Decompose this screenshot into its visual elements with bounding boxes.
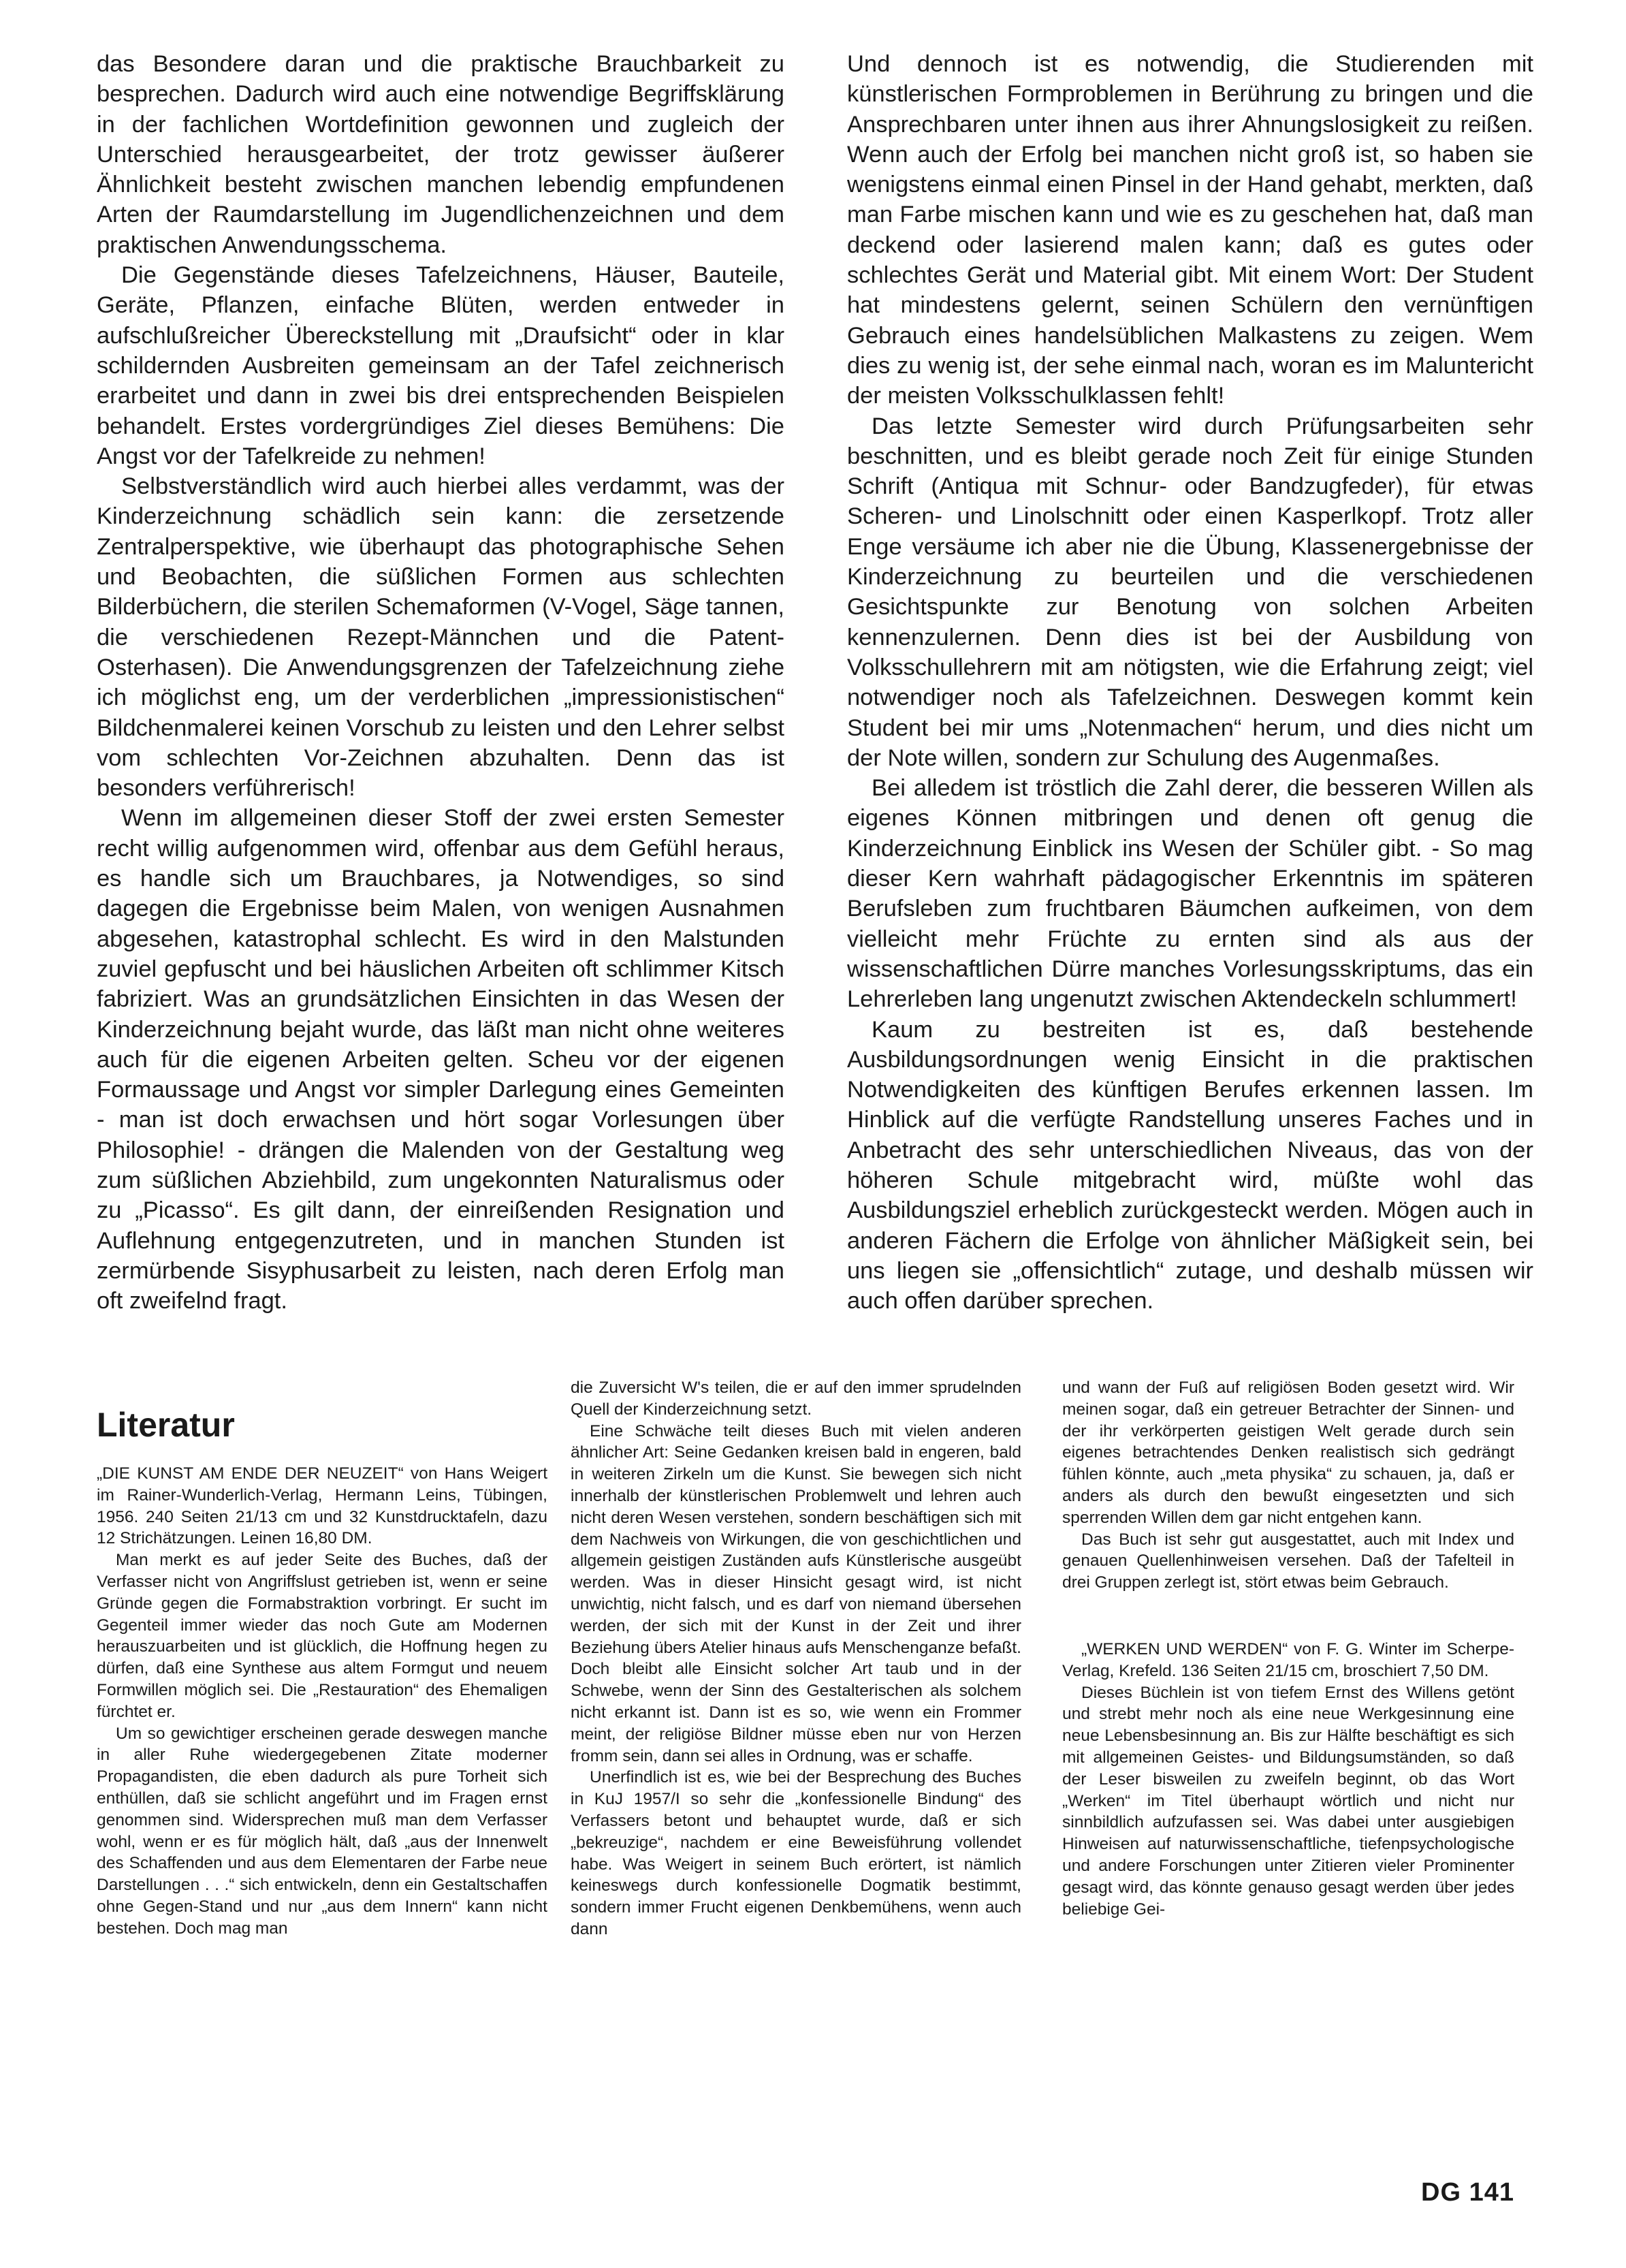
paragraph: Die Gegenstände dieses Tafelzeichnens, Häuser, Bauteile, Geräte, Pflanzen, einfache Blüten, werden entweder in aufschlußreicher Übereckstellung mit „Draufsicht“ oder in klar schildernden Ausbreiten gemeinsam an der Tafel zeichnerisch erarbeitet und dann in zwei bis drei entsprechenden Beispielen behandelt. Erstes vordergründiges Ziel dieses Bemühens: Die Angst vor der Tafelkreide zu nehmen! xyxy=(97,262,784,469)
paragraph: Man merkt es auf jeder Seite des Buches, daß der Verfasser nicht von Angriffslust getrieben ist, wenn er seine Gründe gegen die Formabstraktion vorbringt. Er sucht im Gegenteil immer wieder das noch Gute am Modernen herauszuarbeiten und ist glücklich, die Hoffnung hegen zu dürfen, daß eine Synthese aus altem Formgut und neuem Formwillen möglich sei. Die „Restauration“ des Ehemaligen fürchtet er. xyxy=(97,1551,547,1721)
article-column-right xyxy=(847,49,1533,1316)
literature-column-1 xyxy=(97,1406,547,1940)
paragraph: das Besondere daran und die praktische Brauchbarkeit zu besprechen. Dadurch wird auch eine notwendige Begriffsklärung in der fachlichen Wortdefinition gewonnen und zugleich der Unterschied herausgearbeitet, der trotz gewisser äußerer Ähnlichkeit besteht zwischen manchen lebendig empfundenen Arten der Raumdarstellung im Jugendlichenzeichnen und dem praktischen Anwendungsschema. xyxy=(97,51,784,258)
literature-column-3 xyxy=(1062,1377,1514,1920)
page-footer xyxy=(1421,2178,1514,2207)
paragraph: Das Buch ist sehr gut ausgestattet, auch mit Index und genauen Quellenhinweisen versehen. Daß der Tafelteil in drei Gruppen zerlegt ist, stört etwas beim Gebrauch. xyxy=(1062,1530,1514,1592)
paragraph: Selbstverständlich wird auch hierbei alles verdammt, was der Kinderzeichnung schädlich sein kann: die zersetzende Zentralperspektive, wie überhaupt das photographische Sehen und Beobachten, die süßlichen Formen aus schlechten Bilderbüchern, die sterilen Schemaformen (V-Vogel, Säge tannen, die verschiedenen Rezept-Männchen und die Patent-Osterhasen). Die Anwendungsgrenzen der Tafelzeichnung ziehe ich möglichst eng, um der verderblichen „impressionistischen“ Bildchenmalerei keinen Vorschub zu leisten und den Lehrer selbst vom schlechten Vor-Zeichnen abzuhalten. Denn das ist besonders verführerisch! xyxy=(97,473,784,802)
review-entry: „DIE KUNST AM ENDE DER NEUZEIT“ von Hans Weigert im Rainer-Wunderlich-Verlag, Hermann Leins, Tübingen, 1956. 240 Seiten 21/13 cm und 32 Kunstdrucktafeln, dazu 12 Strichätzungen. Leinen 16,80 DM. xyxy=(97,1464,547,1548)
page-number: 141 xyxy=(1469,2178,1514,2207)
paragraph: Dieses Büchlein ist von tiefem Ernst des Willens getönt und strebt mehr noch als eine neue Werkgesinnung eine neue Lebensbesinnung an. Bis zur Hälfte beschäftigt es sich mit allgemeinen Geistes- und Bildungsumständen, so daß der Leser bisweilen zu zweifeln beginnt, ob das Wort „Werken“ im Titel überhaupt wörtlich und nicht nur sinnbildlich aufzufassen sei. Was dabei unter ausgiebigen Hinweisen auf naturwissenschaftliche, tiefenpsychologische und andere Forschungen unter Zitieren vieler Prominenter gesagt wird, das könnte genauso gesagt werden über jedes beliebige Gei- xyxy=(1062,1683,1514,1919)
paragraph: Bei alledem ist tröstlich die Zahl derer, die besseren Willen als eigenes Können mitbringen und denen oft genug die Kinderzeichnung Einblick ins Wesen der Schüler gibt. - So mag dieser Kern wahrhaft pädagogischer Erkenntnis im späteren Berufsleben zum fruchtbaren Bäumchen aufkeimen, von dem vielleicht mehr Früchte zu ernten sind als aus der wissenschaftlichen Dürre manches Vorlesungsskriptums, das ein Lehrerleben lang ungenutzt zwischen Aktendeckeln schlummert! xyxy=(847,775,1533,1013)
literature-heading: Literatur xyxy=(97,1406,235,1444)
paragraph: Und dennoch ist es notwendig, die Studierenden mit künstlerischen Formproblemen in Berührung zu bringen und die Ansprechbaren unter ihnen aus ihrer Ahnungslosigkeit zu reißen. Wenn auch der Erfolg bei manchen nicht groß ist, so haben sie wenigstens einmal einen Pinsel in der Hand gehabt, merkten, daß man Farbe mischen kann und wie es zu geschehen hat, daß man deckend oder lasierend malen kann; daß es gutes oder schlechtes Gerät und Material gibt. Mit einem Wort: Der Student hat mindestens gelernt, seinen Schülern den vernünftigen Gebrauch eines handelsüblichen Malkastens zu zeigen. Wem dies zu wenig ist, der sehe einmal nach, woran es im Maluntericht der meisten Volksschulklassen fehlt! xyxy=(847,51,1533,409)
paragraph: Das letzte Semester wird durch Prüfungsarbeiten sehr beschnitten, und es bleibt gerade noch Zeit für einige Stunden Schrift (Antiqua mit Schnur- oder Bandzugfeder), für etwas Scheren- und Linolschnitt oder einen Kasperlkopf. Trotz aller Enge versäume ich aber nie die Übung, Klassenergebnisse der Kinderzeichnung zu beurteilen und die verschiedenen Gesichtspunkte zur Benotung von solchen Arbeiten kennenzulernen. Denn dies ist bei der Ausbildung von Volksschullehrern mit am nötigsten, wie die Erfahrung zeigt; viel notwendiger noch als Tafelzeichnen. Deswegen kommt kein Student bei mir ums „Notenmachen“ herum, und dies nicht um der Note willen, sondern zur Schulung des Augenmaßes. xyxy=(847,413,1533,771)
paragraph: Eine Schwäche teilt dieses Buch mit vielen anderen ähnlicher Art: Seine Gedanken kreisen bald in engeren, bald in weiteren Zirkeln um die Kunst. Sie bewegen sich nicht innerhalb der künstlerischen Problemwelt und lehren auch nicht deren Wesen verstehen, sondern beschäftigen sich mit dem Nachweis von Wirkungen, die von geschichtlichen und allgemein geistigen Zuständen aufs Künstlerische ausgeübt werden. Was in dieser Hinsicht gesagt wird, ist nicht unwichtig, nicht falsch, und es darf von niemand übersehen werden, der sich mit der Kunst in der Zeit und ihrer Beziehung übers Atelier hinaus aufs Menschenganze befaßt. Doch bleibt alle Einsicht solcher Art taub und in der Schwebe, wenn der Sinn des Gestalterischen als solchem nicht erkannt ist. Dann ist es so, wie wenn ein Frommer meint, der religiöse Bildner müsse eben nur von Herzen fromm sein, dann sei alles in Ordnung, was er schaffe. xyxy=(571,1421,1021,1765)
paragraph: und wann der Fuß auf religiösen Boden gesetzt wird. Wir meinen sogar, daß ein getreuer Betrachter der Sinnen- und der ihr verkörperten geistigen Welt gerade durch sein eigenes betrachtendes Denken realistisch sich gedrängt fühlen könnte, auch „meta physika“ zu schauen, ja, daß er anders als durch den bewußt eingesetzten und sich sperrenden Willen dem gar nicht entgehen kann. xyxy=(1062,1379,1514,1527)
paragraph: Um so gewichtiger erscheinen gerade deswegen manche in aller Ruhe wiedergegebenen Zitate moderner Propagandisten, die eben dadurch als pure Torheit sich enthüllen, daß sie schlicht angeführt und im Fragen ernst genommen sind. Widersprechen muß man dem Verfasser wohl, wenn er es für möglich hält, daß „aus der Innenwelt des Schaffenden und aus dem Elementaren der Farbe neue Darstellungen . . .“ sich entwickeln, denn ein Gestaltschaffen ohne Gegen-Stand und nur „aus dem Innern“ kann nicht bestehen. Doch mag man xyxy=(97,1724,547,1938)
paragraph: die Zuversicht W's teilen, die er auf den immer sprudelnden Quell der Kinderzeichnung setzt. xyxy=(571,1379,1021,1419)
literature-column-2 xyxy=(571,1377,1021,1940)
review-entry: „WERKEN UND WERDEN“ von F. G. Winter im Scherpe-Verlag, Krefeld. 136 Seiten 21/15 cm, broschiert 7,50 DM. xyxy=(1062,1639,1514,1680)
paragraph: Unerfindlich ist es, wie bei der Besprechung des Buches in KuJ 1957/I so sehr die „konfessionelle Bindung“ des Verfassers betont und behauptet wurde, daß er sich „bekreuzige“, nachdem er eine Beweisführung vollendet habe. Was Weigert in seinem Buch erörtert, ist nämlich keineswegs durch konfessionelle Dogmatik bestimmt, sondern immer Frucht eigenen Denkbemühens, wenn auch dann xyxy=(571,1768,1021,1938)
journal-abbreviation: DG xyxy=(1421,2178,1462,2207)
paragraph: Wenn im allgemeinen dieser Stoff der zwei ersten Semester recht willig aufgenommen wird, offenbar aus dem Gefühl heraus, es handle sich um Brauchbares, ja Notwendiges, so sind dagegen die Ergebnisse beim Malen, von wenigen Ausnahmen abgesehen, katastrophal schlecht. Es wird in den Malstunden zuviel gepfuscht und bei häuslichen Arbeiten oft schlimmer Kitsch fabriziert. Was an grundsätzlichen Einsichten in das Wesen der Kinderzeichnung bejaht wurde, das läßt man nicht ohne weiteres auch für die eigenen Arbeiten gelten. Scheu vor der eigenen Formaussage und Angst vor simpler Darlegung eines Gemeinten - man ist doch erwachsen und hört sogar Vorlesungen über Philosophie! - drängen die Malenden von der Gestaltung weg zum süßlichen Abziehbild, zum ungekonnten Naturalismus oder zu „Picasso“. Es gilt dann, der einreißenden Resignation und Auflehnung entgegenzutreten, und in manchen Stunden ist zermürbende Sisyphusarbeit zu leisten, nach deren Erfolg man oft zweifelnd fragt. xyxy=(97,805,784,1314)
article-column-left xyxy=(97,49,784,1316)
paragraph: Kaum zu bestreiten ist es, daß bestehende Ausbildungsordnungen wenig Einsicht in die praktischen Notwendigkeiten des künftigen Berufes erkennen lassen. Im Hinblick auf die verfügte Randstellung unseres Faches und in Anbetracht des sehr unterschiedlichen Niveaus, das von der höheren Schule mitgebracht wird, müßte wohl das Ausbildungsziel erheblich zurückgesteckt werden. Mögen auch in anderen Fächern die Erfolge von ähnlicher Mäßigkeit sein, bei uns liegen sie „offensichtlich“ zutage, und deshalb müssen wir auch offen darüber sprechen. xyxy=(847,1016,1533,1314)
